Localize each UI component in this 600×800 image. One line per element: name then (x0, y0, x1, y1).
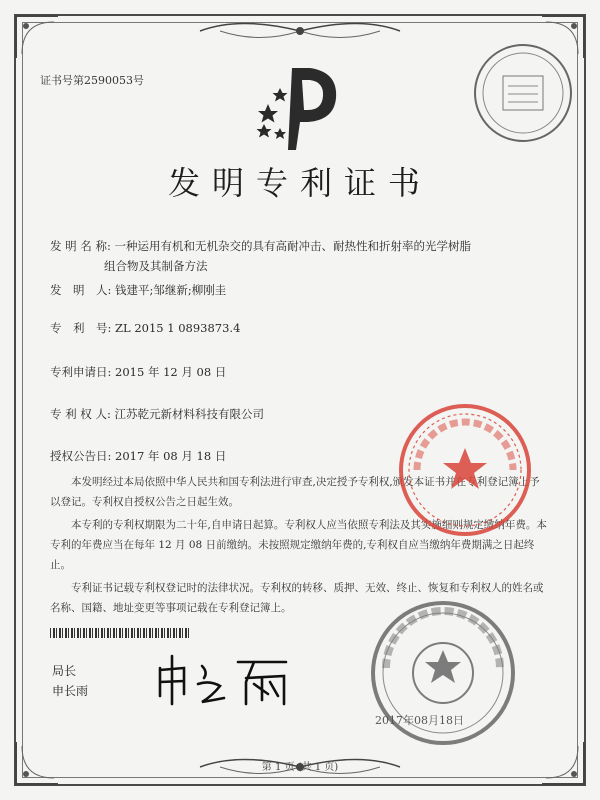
certificate-title: 发明专利证书 (167, 164, 432, 202)
invention-name-value-2: 组合物及其制备方法 (104, 259, 208, 273)
inventor-label: 发 明 人: (50, 283, 112, 297)
patentee-value: 江苏乾元新材料科技有限公司 (114, 407, 264, 421)
filing-date-label: 专利申请日: (50, 365, 112, 379)
paragraph-2: 本专利的专利权期限为二十年,自申请日起算。专利权人应当依照专利法及其实施细则规定缴纳年费。本专利的年费应当在每年 12 月 08 日前缴纳。未按照规定缴纳年费的,专利权自应当缴纳年费期满之日起终止。 (50, 519, 547, 571)
patentee-row (50, 406, 264, 422)
patent-number-label: 专 利 号: (50, 321, 112, 335)
company-seal-icon (395, 400, 535, 540)
inventor-value: 钱建平;邹继新;柳刚圭 (115, 283, 227, 297)
invention-name-row (50, 238, 471, 254)
certificate-number: 证书号第2590053号 (40, 74, 144, 87)
grant-date-row (50, 448, 226, 464)
director-name: 申长雨 (52, 684, 89, 698)
invention-name-label: 发 明 名 称: (50, 239, 111, 253)
inventor-row (50, 282, 226, 298)
patentee-label: 专 利 权 人: (50, 407, 111, 421)
patent-number-row (50, 320, 240, 336)
barcode-icon (50, 628, 190, 638)
filing-date-value: 2015 年 12 月 08 日 (115, 365, 227, 379)
filing-date-row (50, 364, 226, 380)
patent-number-value: ZL 2015 1 0893873.4 (115, 321, 241, 335)
top-ornament-icon (180, 16, 420, 46)
grant-date-label: 授权公告日: (50, 449, 112, 463)
grant-date-value: 2017 年 08 月 18 日 (115, 449, 227, 463)
signature-icon (150, 648, 300, 708)
page-footer: 第 1 页 (共 1 页) (261, 762, 339, 773)
invention-name-row-2 (104, 258, 208, 274)
verification-stamp-icon (468, 38, 578, 148)
director-title: 局长 (52, 664, 77, 678)
seal-date: 2017年08月18日 (375, 714, 464, 727)
invention-name-value: 一种运用有机和无机杂交的具有高耐冲击、耐热性和折射率的光学树脂 (114, 239, 471, 253)
paragraph-1: 本发明经过本局依照中华人民共和国专利法进行审查,决定授予专利权,颁发本证书并在专利登记簿上予以登记。专利权自授权公告之日起生效。 (50, 476, 540, 508)
corner-ornament-icon (14, 14, 60, 60)
cnipa-logo-icon (250, 58, 350, 158)
paragraph-3: 专利证书记载专利权登记时的法律状况。专利权的转移、质押、无效、终止、恢复和专利权人的姓名或名称、国籍、地址变更等事项记载在专利登记簿上。 (50, 582, 544, 614)
